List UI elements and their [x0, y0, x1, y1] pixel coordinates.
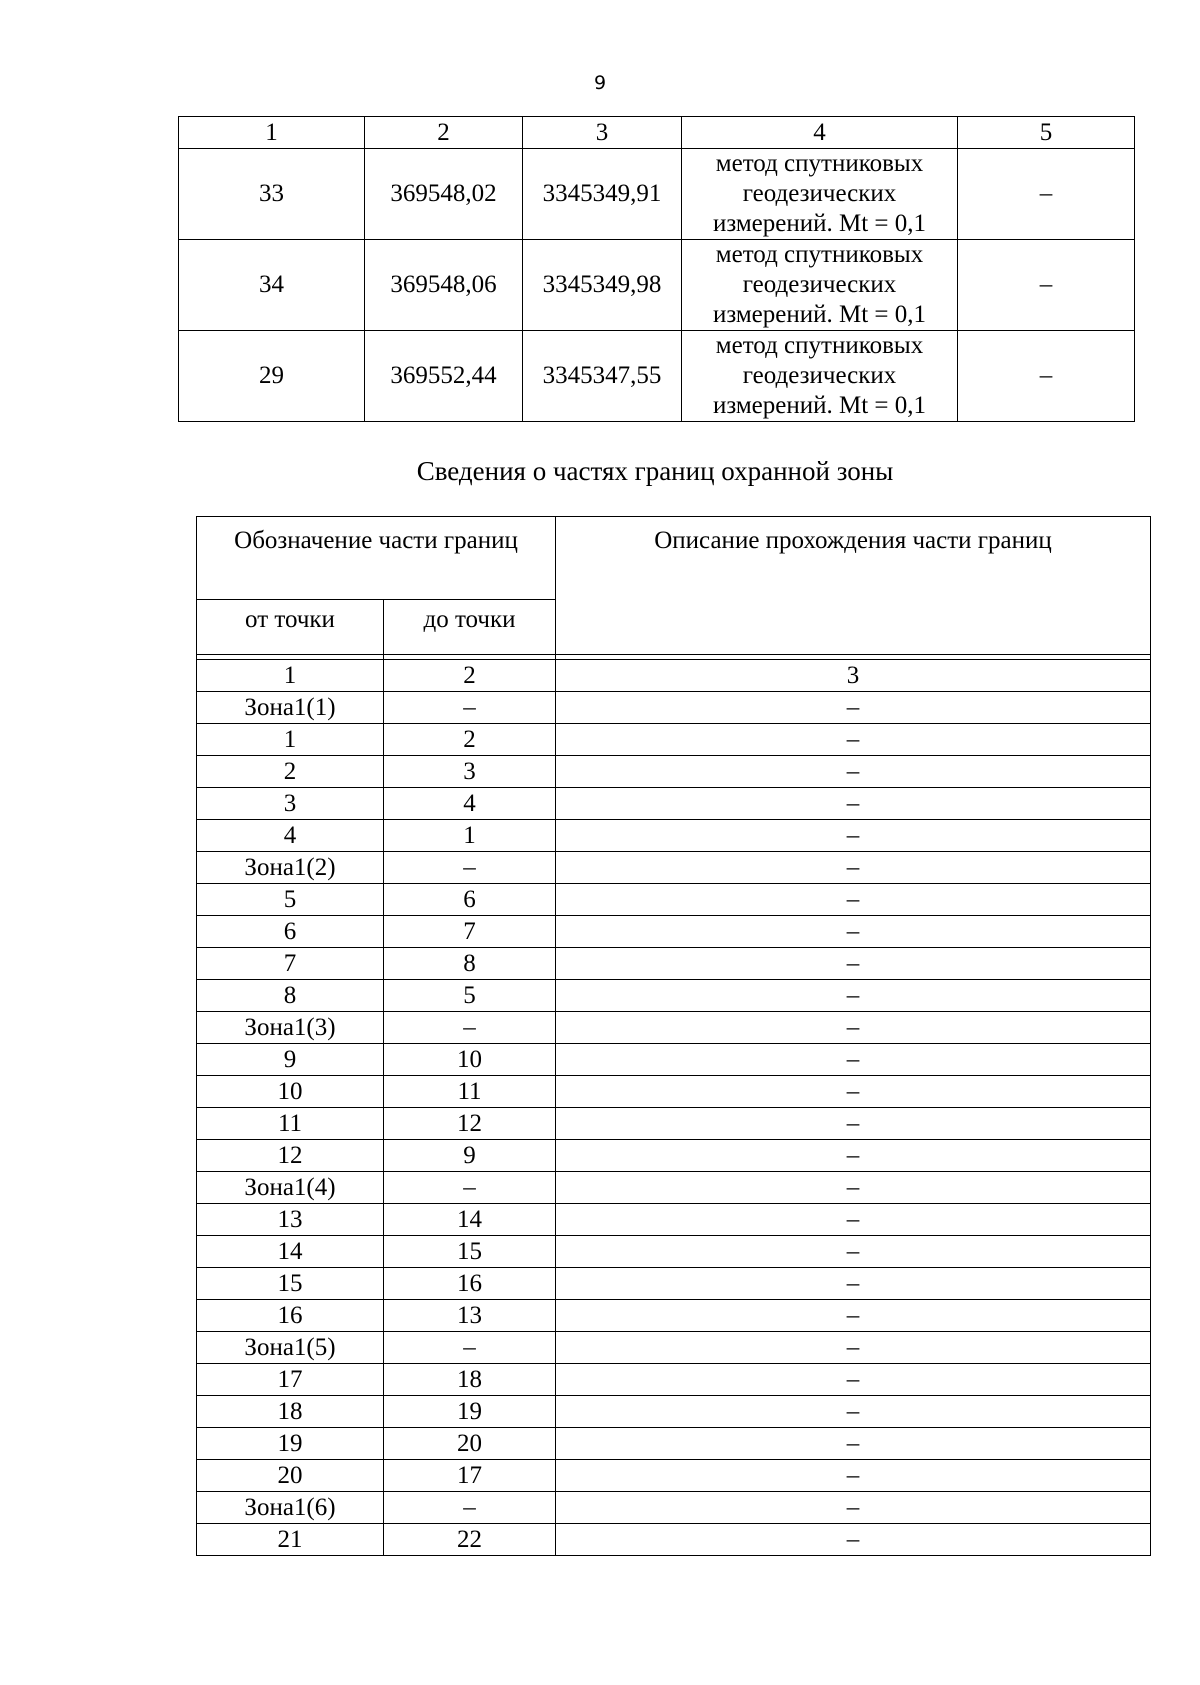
to-point-cell: –	[384, 1332, 556, 1364]
from-point-cell: 19	[197, 1428, 384, 1460]
x-coordinate-cell: 369548,02	[365, 149, 523, 240]
description-cell: –	[556, 1108, 1151, 1140]
to-point-cell: 12	[384, 1108, 556, 1140]
description-cell: –	[556, 1396, 1151, 1428]
column-5-cell: –	[958, 149, 1135, 240]
boundary-part-row	[197, 1396, 1151, 1428]
boundary-part-row	[197, 852, 1151, 884]
from-point-cell: 17	[197, 1364, 384, 1396]
to-point-cell: –	[384, 1012, 556, 1044]
to-point-cell: 3	[384, 756, 556, 788]
parts-header-row	[197, 517, 1151, 600]
boundary-part-row	[197, 1268, 1151, 1300]
to-point-header: до точки	[384, 600, 556, 655]
boundary-part-row	[197, 948, 1151, 980]
method-line: геодезических	[742, 271, 897, 298]
from-point-cell: Зона1(5)	[197, 1332, 384, 1364]
description-cell: –	[556, 1076, 1151, 1108]
point-number-cell: 34	[179, 240, 365, 331]
boundary-part-row	[197, 724, 1151, 756]
boundary-part-row	[197, 1172, 1151, 1204]
from-point-cell: Зона1(1)	[197, 692, 384, 724]
boundary-part-row	[197, 1300, 1151, 1332]
description-cell: –	[556, 1300, 1151, 1332]
boundary-part-row	[197, 692, 1151, 724]
method-line: измерений. Mt = 0,1	[712, 210, 927, 237]
from-point-cell: 12	[197, 1140, 384, 1172]
x-coordinate-cell: 369548,06	[365, 240, 523, 331]
description-cell: –	[556, 1172, 1151, 1204]
description-cell: –	[556, 788, 1151, 820]
boundary-part-row	[197, 1108, 1151, 1140]
method-line: метод спутниковых	[715, 332, 924, 359]
to-point-cell: 19	[384, 1396, 556, 1428]
column-number: 4	[682, 117, 958, 149]
description-cell: –	[556, 820, 1151, 852]
to-point-cell: 5	[384, 980, 556, 1012]
description-cell: –	[556, 1364, 1151, 1396]
description-cell: –	[556, 948, 1151, 980]
boundary-part-row	[197, 756, 1151, 788]
from-point-cell: 16	[197, 1300, 384, 1332]
y-coordinate-cell: 3345347,55	[523, 331, 682, 422]
from-point-cell: 9	[197, 1044, 384, 1076]
point-number-cell: 33	[179, 149, 365, 240]
coordinates-row	[179, 240, 1135, 331]
point-number-cell: 29	[179, 331, 365, 422]
from-point-header: от точки	[197, 600, 384, 655]
to-point-cell: 16	[384, 1268, 556, 1300]
method-cell	[682, 240, 958, 331]
description-cell: –	[556, 1140, 1151, 1172]
to-point-cell: 20	[384, 1428, 556, 1460]
from-point-cell: 11	[197, 1108, 384, 1140]
column-number: 1	[197, 660, 384, 692]
column-number: 2	[365, 117, 523, 149]
column-number-row	[197, 660, 1151, 692]
column-number: 1	[179, 117, 365, 149]
to-point-cell: 13	[384, 1300, 556, 1332]
to-point-cell: –	[384, 1492, 556, 1524]
boundary-part-row	[197, 1076, 1151, 1108]
to-point-cell: 17	[384, 1460, 556, 1492]
boundary-part-row	[197, 820, 1151, 852]
y-coordinate-cell: 3345349,98	[523, 240, 682, 331]
column-number: 2	[384, 660, 556, 692]
boundary-part-row	[197, 788, 1151, 820]
boundary-part-row	[197, 916, 1151, 948]
method-cell	[682, 331, 958, 422]
to-point-cell: 18	[384, 1364, 556, 1396]
description-header: Описание прохождения части границ	[556, 517, 1151, 655]
x-coordinate-cell: 369552,44	[365, 331, 523, 422]
description-cell: –	[556, 980, 1151, 1012]
boundary-part-row	[197, 1236, 1151, 1268]
from-point-cell: 13	[197, 1204, 384, 1236]
boundary-parts-table	[196, 516, 1151, 1556]
boundary-part-row	[197, 980, 1151, 1012]
boundary-part-row	[197, 1460, 1151, 1492]
boundary-part-row	[197, 1364, 1151, 1396]
from-point-cell: 18	[197, 1396, 384, 1428]
from-point-cell: 4	[197, 820, 384, 852]
from-point-cell: 6	[197, 916, 384, 948]
from-point-cell: 1	[197, 724, 384, 756]
from-point-cell: Зона1(4)	[197, 1172, 384, 1204]
from-point-cell: 20	[197, 1460, 384, 1492]
boundary-part-row	[197, 1140, 1151, 1172]
description-cell: –	[556, 884, 1151, 916]
to-point-cell: 1	[384, 820, 556, 852]
description-cell: –	[556, 1332, 1151, 1364]
from-point-cell: 7	[197, 948, 384, 980]
description-cell: –	[556, 1268, 1151, 1300]
to-point-cell: 11	[384, 1076, 556, 1108]
coordinates-header-row	[179, 117, 1135, 149]
to-point-cell: 22	[384, 1524, 556, 1556]
to-point-cell: –	[384, 1172, 556, 1204]
from-point-cell: 2	[197, 756, 384, 788]
to-point-cell: –	[384, 852, 556, 884]
method-line: метод спутниковых	[715, 150, 924, 177]
to-point-cell: 7	[384, 916, 556, 948]
to-point-cell: 14	[384, 1204, 556, 1236]
boundary-part-row	[197, 1012, 1151, 1044]
boundary-part-row	[197, 1492, 1151, 1524]
from-point-cell: Зона1(6)	[197, 1492, 384, 1524]
y-coordinate-cell: 3345349,91	[523, 149, 682, 240]
method-cell	[682, 149, 958, 240]
boundary-part-row	[197, 1332, 1151, 1364]
to-point-cell: 10	[384, 1044, 556, 1076]
description-cell: –	[556, 916, 1151, 948]
to-point-cell: 15	[384, 1236, 556, 1268]
method-line: метод спутниковых	[715, 241, 924, 268]
from-point-cell: Зона1(3)	[197, 1012, 384, 1044]
coordinates-row	[179, 331, 1135, 422]
description-cell: –	[556, 1524, 1151, 1556]
description-cell: –	[556, 756, 1151, 788]
method-line: измерений. Mt = 0,1	[712, 301, 927, 328]
to-point-cell: 8	[384, 948, 556, 980]
from-point-cell: 14	[197, 1236, 384, 1268]
method-line: геодезических	[742, 362, 897, 389]
from-point-cell: 8	[197, 980, 384, 1012]
boundary-part-row	[197, 1044, 1151, 1076]
page-number: 9	[593, 72, 607, 94]
from-point-cell: 15	[197, 1268, 384, 1300]
description-cell: –	[556, 1492, 1151, 1524]
to-point-cell: 2	[384, 724, 556, 756]
to-point-cell: 4	[384, 788, 556, 820]
description-cell: –	[556, 1428, 1151, 1460]
description-cell: –	[556, 1460, 1151, 1492]
column-5-cell: –	[958, 240, 1135, 331]
column-number: 3	[556, 660, 1151, 692]
coordinates-table	[178, 116, 1135, 422]
from-point-cell: 3	[197, 788, 384, 820]
column-number: 3	[523, 117, 682, 149]
method-line: измерений. Mt = 0,1	[712, 392, 927, 419]
from-point-cell: 5	[197, 884, 384, 916]
description-cell: –	[556, 1236, 1151, 1268]
description-cell: –	[556, 1012, 1151, 1044]
boundary-part-row	[197, 1204, 1151, 1236]
to-point-cell: –	[384, 692, 556, 724]
from-point-cell: 21	[197, 1524, 384, 1556]
designation-header: Обозначение части границ	[197, 517, 556, 600]
description-cell: –	[556, 692, 1151, 724]
from-point-cell: 10	[197, 1076, 384, 1108]
description-cell: –	[556, 1204, 1151, 1236]
column-number: 5	[958, 117, 1135, 149]
boundary-part-row	[197, 1524, 1151, 1556]
coordinates-row	[179, 149, 1135, 240]
boundary-part-row	[197, 884, 1151, 916]
description-cell: –	[556, 1044, 1151, 1076]
from-point-cell: Зона1(2)	[197, 852, 384, 884]
method-line: геодезических	[742, 180, 897, 207]
description-cell: –	[556, 852, 1151, 884]
to-point-cell: 9	[384, 1140, 556, 1172]
boundary-part-row	[197, 1428, 1151, 1460]
description-cell: –	[556, 724, 1151, 756]
column-5-cell: –	[958, 331, 1135, 422]
section-title: Сведения о частях границ охранной зоны	[416, 456, 894, 486]
to-point-cell: 6	[384, 884, 556, 916]
